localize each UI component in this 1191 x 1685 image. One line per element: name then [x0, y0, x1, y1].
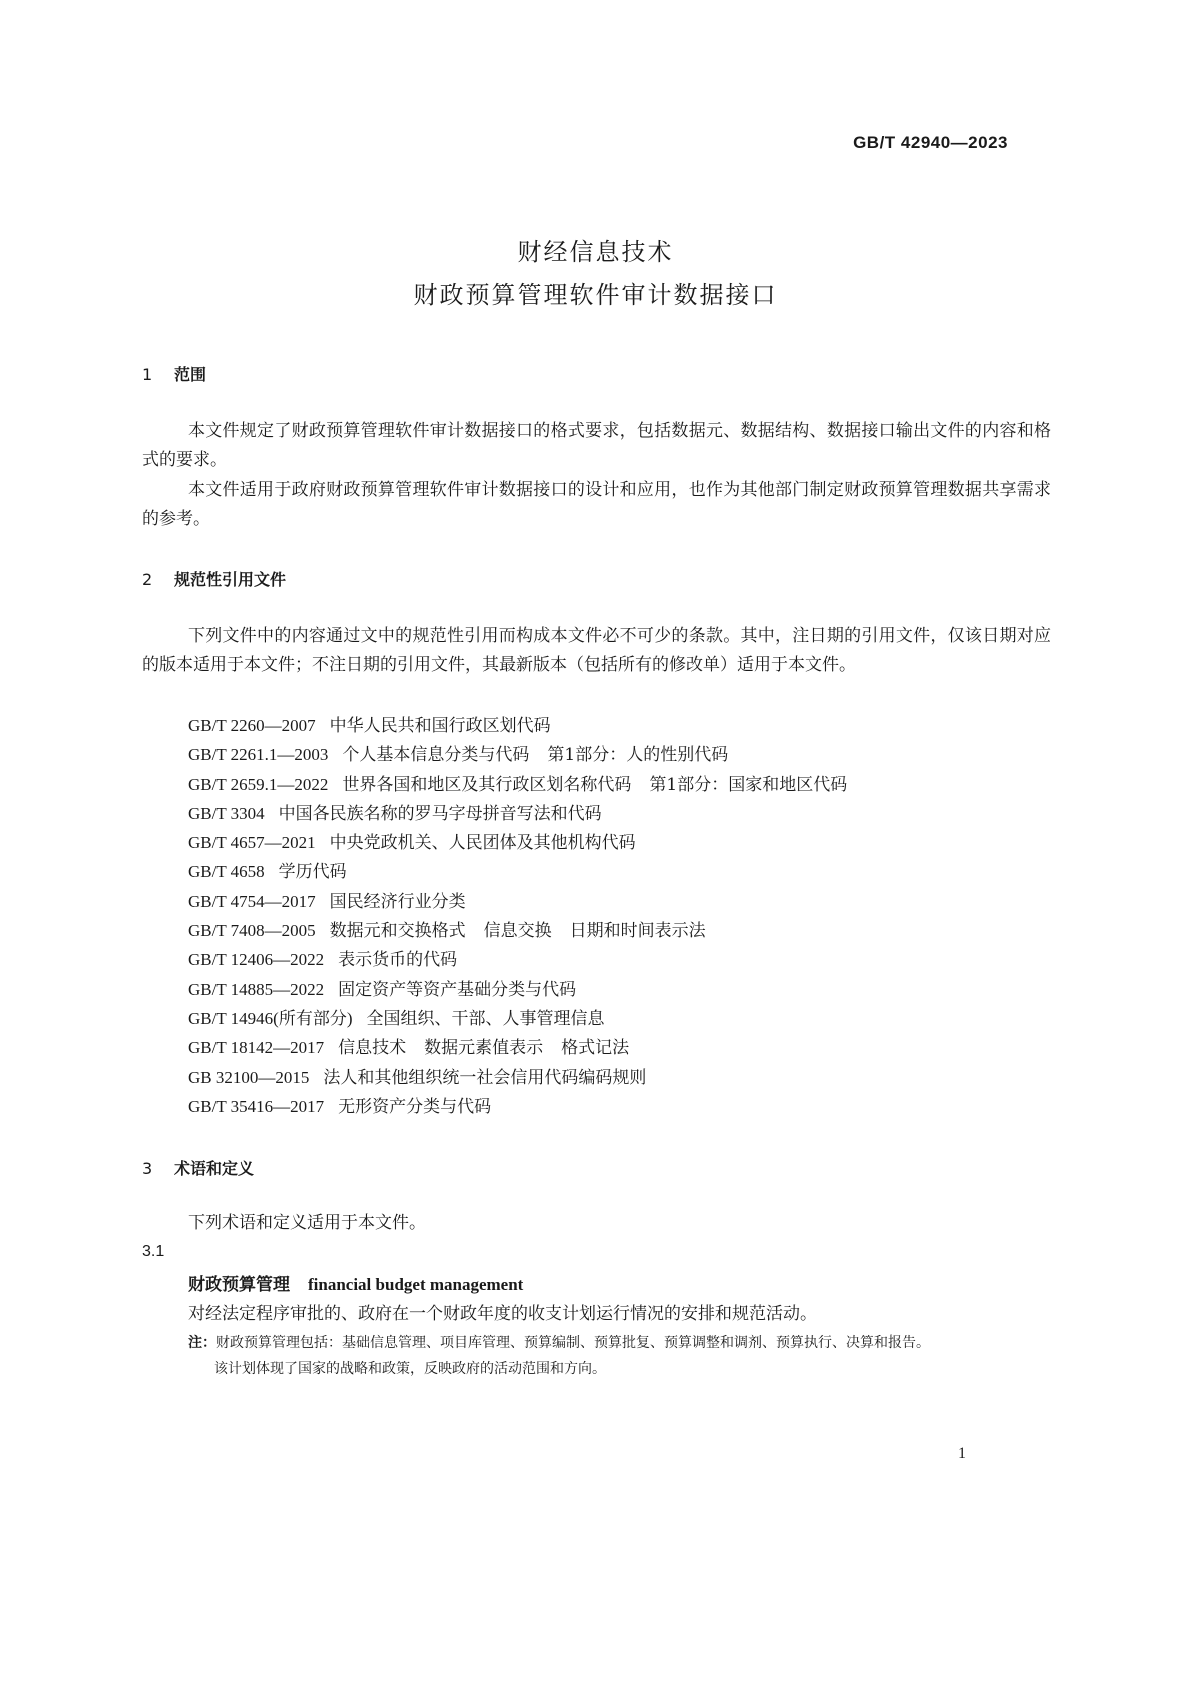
section-title: 规范性引用文件 — [174, 570, 287, 589]
reference-item — [188, 887, 847, 916]
reference-item — [188, 711, 847, 740]
term-note — [188, 1330, 1058, 1382]
reference-title: 世界各国和地区及其行政区划名称代码 — [342, 774, 632, 795]
document-title: 财经信息技术 — [517, 238, 674, 266]
reference-code: GB/T 4754—2017 — [188, 891, 316, 911]
reference-item — [188, 1063, 847, 1092]
section-2-heading — [142, 567, 286, 590]
reference-name: 表示货币的代码 — [338, 950, 458, 971]
standard-code: GB/T 42940—2023 — [853, 133, 1008, 152]
section-title: 范围 — [174, 365, 207, 384]
reference-code: GB/T 12406—2022 — [188, 950, 325, 970]
reference-code: GB 32100—2015 — [188, 1067, 310, 1087]
note-line — [188, 1330, 1058, 1356]
reference-code: GB/T 18142—2017 — [188, 1038, 325, 1058]
reference-item — [188, 799, 847, 828]
reference-part: 第1部分：国家和地区代码 — [649, 774, 848, 795]
reference-part: 信息交换 — [483, 921, 552, 942]
reference-code: GB/T 3304 — [188, 803, 265, 823]
term-chinese: 财政预算管理 — [188, 1275, 290, 1295]
reference-code: GB/T 35416—2017 — [188, 1096, 325, 1116]
reference-item — [188, 945, 847, 974]
scope-paragraph-2: 本文件适用于政府财政预算管理软件审计数据接口的设计和应用，也作为其他部门制定财政预算管理数据共享需求的参考。 — [142, 480, 1051, 529]
reference-item — [188, 1092, 847, 1121]
reference-name — [338, 1038, 629, 1058]
reference-name: 国民经济行业分类 — [329, 891, 466, 912]
reference-part: 数据元素值表示 — [424, 1038, 544, 1059]
reference-name: 法人和其他组织统一社会信用代码编码规则 — [323, 1067, 647, 1088]
term-definition: 对经法定程序审批的、政府在一个财政年度的收支计划运行情况的安排和规范活动。 — [188, 1304, 817, 1324]
section-title: 术语和定义 — [174, 1159, 255, 1178]
reference-title: 数据元和交换格式 — [329, 921, 466, 942]
reference-item — [188, 1004, 847, 1033]
reference-code: GB/T 14946(所有部分) — [188, 1008, 353, 1028]
reference-name: 中国各民族名称的罗马字母拼音写法和代码 — [278, 803, 602, 824]
note-label: 注： — [188, 1335, 216, 1351]
reference-title: 个人基本信息分类与代码 — [342, 745, 530, 766]
term-entry — [188, 1270, 523, 1295]
section-number: 1 — [142, 365, 153, 384]
reference-name: 中央党政机关、人民团体及其他机构代码 — [329, 833, 636, 854]
clause-number: 3.1 — [142, 1243, 165, 1260]
reference-name: 学历代码 — [278, 862, 347, 883]
page-number: 1 — [958, 1445, 966, 1462]
reference-name: 固定资产等资产基础分类与代码 — [338, 979, 577, 1000]
section-3-heading — [142, 1156, 254, 1179]
reference-title: 信息技术 — [338, 1038, 407, 1059]
note-line: 该计划体现了国家的战略和政策，反映政府的活动范围和方向。 — [214, 1361, 606, 1377]
document-subtitle: 财政预算管理软件审计数据接口 — [413, 281, 778, 309]
terms-intro: 下列术语和定义适用于本文件。 — [188, 1213, 426, 1233]
reference-code: GB/T 2260—2007 — [188, 716, 316, 735]
reference-part: 格式记法 — [561, 1038, 630, 1059]
reference-item — [188, 1033, 847, 1062]
reference-code: GB/T 2261.1—2003 — [188, 745, 329, 765]
reference-part: 日期和时间表示法 — [569, 921, 706, 942]
references-intro: 下列文件中的内容通过文中的规范性引用而构成本文件必不可少的条款。其中，注日期的引用文件，仅该日期对应的版本适用于本文件；不注日期的引用文件，其最新版本（包括所有的修改单）适用于本文件。 — [142, 626, 1051, 675]
reference-code: GB/T 2659.1—2022 — [188, 774, 329, 794]
reference-item — [188, 828, 847, 857]
section-number: 3 — [142, 1159, 153, 1178]
reference-item — [188, 740, 847, 769]
reference-code: GB/T 4658 — [188, 862, 265, 882]
reference-code: GB/T 14885—2022 — [188, 979, 325, 999]
section-1-heading — [142, 362, 206, 385]
reference-list — [188, 711, 847, 1121]
reference-item — [188, 916, 847, 945]
note-text: 财政预算管理包括：基础信息管理、项目库管理、预算编制、预算批复、预算调整和调剂、预算执行、决算和报告。 — [216, 1335, 930, 1351]
reference-code: GB/T 7408—2005 — [188, 921, 316, 941]
reference-name: 中华人民共和国行政区划代码 — [329, 716, 551, 736]
reference-item — [188, 975, 847, 1004]
reference-name — [342, 745, 728, 765]
reference-name — [330, 921, 706, 941]
reference-name: 无形资产分类与代码 — [338, 1096, 492, 1117]
term-english: financial budget management — [308, 1275, 524, 1294]
reference-item — [188, 770, 847, 799]
reference-code: GB/T 4657—2021 — [188, 833, 316, 853]
section-number: 2 — [142, 570, 153, 589]
reference-name: 全国组织、干部、人事管理信息 — [366, 1008, 605, 1029]
reference-name — [342, 775, 847, 795]
scope-paragraph-1: 本文件规定了财政预算管理软件审计数据接口的格式要求，包括数据元、数据结构、数据接口输出文件的内容和格式的要求。 — [142, 421, 1051, 470]
reference-item — [188, 857, 847, 886]
reference-part: 第1部分：人的性别代码 — [547, 745, 729, 766]
